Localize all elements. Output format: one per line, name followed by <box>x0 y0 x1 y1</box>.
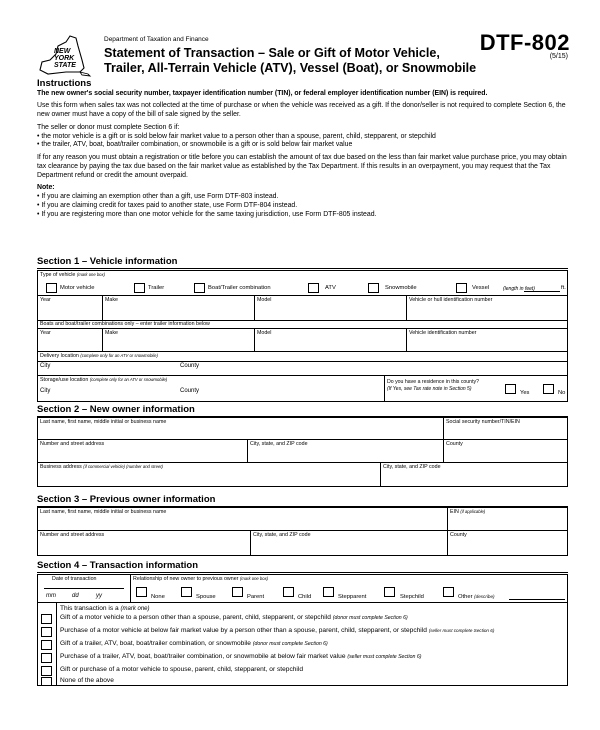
logo-text: NEW YORK STATE <box>54 48 76 69</box>
new-york-state-logo <box>36 34 92 82</box>
delivery-location-label: Delivery location (complete only for an ATV or snowmobile) <box>40 353 158 359</box>
note-label: Note: <box>37 184 55 192</box>
checkbox-label: Vessel <box>472 285 490 291</box>
checkbox-label: None <box>151 594 165 600</box>
trailer-vin-field[interactable]: Vehicle identification number <box>406 329 567 351</box>
model-field[interactable]: Model <box>254 296 406 320</box>
business-address-field[interactable]: Business address (if commercial vehicle) (number and street) <box>40 464 163 470</box>
residence-question: Do you have a residence in this county? (If Yes, see Tax rate note in Section 5) Yes No <box>384 376 567 401</box>
vehicle-type-label: Type of vehicle (mark one box) <box>40 272 105 278</box>
transaction-purchase-mv-checkbox[interactable] <box>41 627 52 637</box>
form-number: DTF-802 <box>479 30 570 55</box>
dd-label: dd <box>72 593 79 599</box>
list-item: • If you are claiming credit for taxes paid to another state, use Form DTF-804 instead. <box>37 202 567 211</box>
list-item: Purchase of a motor vehicle at below fair market value by a person other than a spouse, parent, child, stepparent, or stepchild (seller must complete Section 6) <box>60 627 495 634</box>
checkbox-label: Child <box>298 594 312 600</box>
storage-location-label: Storage/use location (complete only for an ATV or snowmobile) <box>40 377 168 383</box>
transaction-gift-other-checkbox[interactable] <box>41 640 52 650</box>
rel-none-checkbox[interactable] <box>136 587 147 597</box>
no-label: No <box>558 390 566 396</box>
rel-child-checkbox[interactable] <box>283 587 294 597</box>
rel-stepchild-checkbox[interactable] <box>384 587 395 597</box>
checkbox-label: Motor vehicle <box>60 285 95 291</box>
transaction-none-checkbox[interactable] <box>41 677 52 686</box>
prev-owner-street-field[interactable]: Number and street address <box>40 532 105 538</box>
new-owner-csz-field[interactable]: City, state, and ZIP code <box>247 440 443 462</box>
length-input[interactable] <box>524 291 560 292</box>
instructions <box>37 80 567 223</box>
list-item: • the motor vehicle is a gift or is sold below fair market value to a person other than a spouse, parent, child, stepparent, or stepchild <box>37 133 567 142</box>
checkbox-label: Spouse <box>196 594 216 600</box>
checkbox-label: Trailer <box>148 285 165 291</box>
section1-title: Section 1 – Vehicle information <box>37 256 178 267</box>
prev-owner-name-field[interactable]: Last name, first name, middle initial or business name <box>40 509 167 515</box>
section3-title: Section 3 – Previous owner information <box>37 494 216 505</box>
list-item: None of the above <box>60 677 114 684</box>
section3-grid <box>37 507 568 556</box>
storage-location[interactable]: Storage/use location (complete only for an ATV or snowmobile) City County <box>40 377 200 394</box>
trailer-model-field[interactable]: Model <box>254 329 406 351</box>
rel-other-checkbox[interactable] <box>443 587 454 597</box>
section4-grid <box>37 574 568 686</box>
list-item: Gift or purchase of a motor vehicle to spouse, parent, child, stepparent, or stepchild <box>60 666 303 673</box>
trailer-make-field[interactable]: Make <box>102 329 254 351</box>
transaction-family-checkbox[interactable] <box>41 666 52 676</box>
transaction-type-list <box>38 603 567 685</box>
list-item: • If you are claiming an exemption other than a gift, use Form DTF-803 instead. <box>37 193 567 202</box>
new-owner-county-field[interactable]: County <box>443 440 567 462</box>
relationship <box>130 575 567 602</box>
ft-unit: ft. <box>561 285 566 291</box>
transaction-type-label: This transaction is a (mark one) <box>60 605 150 612</box>
relationship-label: Relationship of new owner to previous owner (mark one box) <box>133 576 269 582</box>
date-input[interactable] <box>44 588 124 589</box>
type-snowmobile-checkbox[interactable] <box>368 283 379 293</box>
length-hint: (length in feet) <box>503 286 535 292</box>
prev-owner-ein-field[interactable]: EIN (if applicable) <box>447 508 567 530</box>
list-item: Gift of a motor vehicle to a person other than a spouse, parent, child, stepparent, or stepchild (donor must complete Section 6) <box>60 614 408 621</box>
checkbox-label: Snowmobile <box>385 285 417 291</box>
delivery-county-field[interactable]: County <box>180 363 200 369</box>
prev-owner-county-field[interactable]: County <box>447 531 567 555</box>
type-vessel-checkbox[interactable] <box>456 283 467 293</box>
rel-spouse-checkbox[interactable] <box>181 587 192 597</box>
transaction-date <box>38 575 130 602</box>
instructions-paragraph: The seller or donor must complete Section 6 if: <box>37 123 180 131</box>
instructions-paragraph: If for any reason you must obtain a registration or title before you can establish the amount of tax due based on the less than fair market value purchase price, you may obtain tax clearance by paying the tax due based on the fair market value as established by the Tax Department. If this results in an overpayment, you may request that the Tax Department refund or credit the amount overpaid. <box>37 153 567 179</box>
type-atv-checkbox[interactable] <box>308 283 319 293</box>
residence-yes-checkbox[interactable] <box>505 384 516 394</box>
instructions-heading: Instructions <box>37 78 92 89</box>
checkbox-label: ATV <box>325 285 336 291</box>
yes-label: Yes <box>520 390 530 396</box>
checkbox-label: Parent <box>247 594 265 600</box>
list-item: Purchase of a trailer, ATV, boat, boat/trailer combination, or snowmobile at below fair market value (seller must complete Section 6) <box>60 653 422 660</box>
checkbox-label: Stepchild <box>400 594 424 600</box>
form-revision: (5/15) <box>549 53 568 60</box>
date-label: Date of transaction <box>52 576 97 582</box>
type-boat-trailer-checkbox[interactable] <box>194 283 205 293</box>
new-owner-ssn-field[interactable]: Social security number/TIN/EIN <box>443 418 567 439</box>
make-field[interactable]: Make <box>102 296 254 320</box>
transaction-gift-mv-checkbox[interactable] <box>41 614 52 624</box>
list-item: Gift of a trailer, ATV, boat, boat/trailer combination, or snowmobile (donor must complete Section 6) <box>60 640 328 647</box>
yy-label: yy <box>96 593 102 599</box>
residence-no-checkbox[interactable] <box>543 384 554 394</box>
other-describe-input[interactable] <box>509 599 565 600</box>
type-motor-vehicle-checkbox[interactable] <box>46 283 57 293</box>
form-title: Statement of Transaction – Sale or Gift of Motor Vehicle, Trailer, All-Terrain Vehicle (ATV), Vessel (Boat), or Snowmobile <box>104 46 477 75</box>
vin-field[interactable]: Vehicle or hull identification number <box>406 296 567 320</box>
business-csz-field[interactable]: City, state, and ZIP code <box>380 463 567 486</box>
checkbox-label: Other (describe) <box>458 594 495 600</box>
delivery-city-field[interactable]: City <box>40 363 51 369</box>
new-owner-street-field[interactable]: Number and street address <box>40 441 105 447</box>
type-trailer-checkbox[interactable] <box>134 283 145 293</box>
prev-owner-csz-field[interactable]: City, state, and ZIP code <box>250 531 447 555</box>
mm-label: mm <box>46 593 56 599</box>
checkbox-label: Stepparent <box>338 594 367 600</box>
boat-combo-note: Boats and boat/trailer combinations only – enter trailer information below <box>40 321 210 327</box>
section2-title: Section 2 – New owner information <box>37 404 195 415</box>
new-owner-name-field[interactable]: Last name, first name, middle initial or business name <box>40 419 167 425</box>
list-item: • If you are registering more than one motor vehicle for the same taxing jurisdiction, use Form DTF-805 instead. <box>37 211 567 220</box>
section1-grid <box>37 270 568 402</box>
rel-parent-checkbox[interactable] <box>232 587 243 597</box>
transaction-purchase-other-checkbox[interactable] <box>41 653 52 663</box>
checkbox-label: Boat/Trailer combination <box>208 285 271 291</box>
list-item: • the trailer, ATV, boat, boat/trailer combination, or snowmobile is a gift or is sold below fair market value <box>37 141 567 150</box>
year-field[interactable]: Year <box>40 297 51 303</box>
instructions-paragraph: Use this form when sales tax was not collected at the time of purchase or when the vehicle was received as a gift. If the donor/seller is not required to complete Section 6, the new owner must have a copy of the bill of sale signed by the seller. <box>37 102 566 119</box>
rel-stepparent-checkbox[interactable] <box>323 587 334 597</box>
id-requirement: The new owner's social security number, taxpayer identification number (TIN), or federal employer identification number (EIN) is required. <box>37 89 488 97</box>
department-name: Department of Taxation and Finance <box>104 36 209 43</box>
section4-title: Section 4 – Transaction information <box>37 560 199 571</box>
section2-grid <box>37 417 568 487</box>
trailer-year-field[interactable]: Year <box>40 330 51 336</box>
